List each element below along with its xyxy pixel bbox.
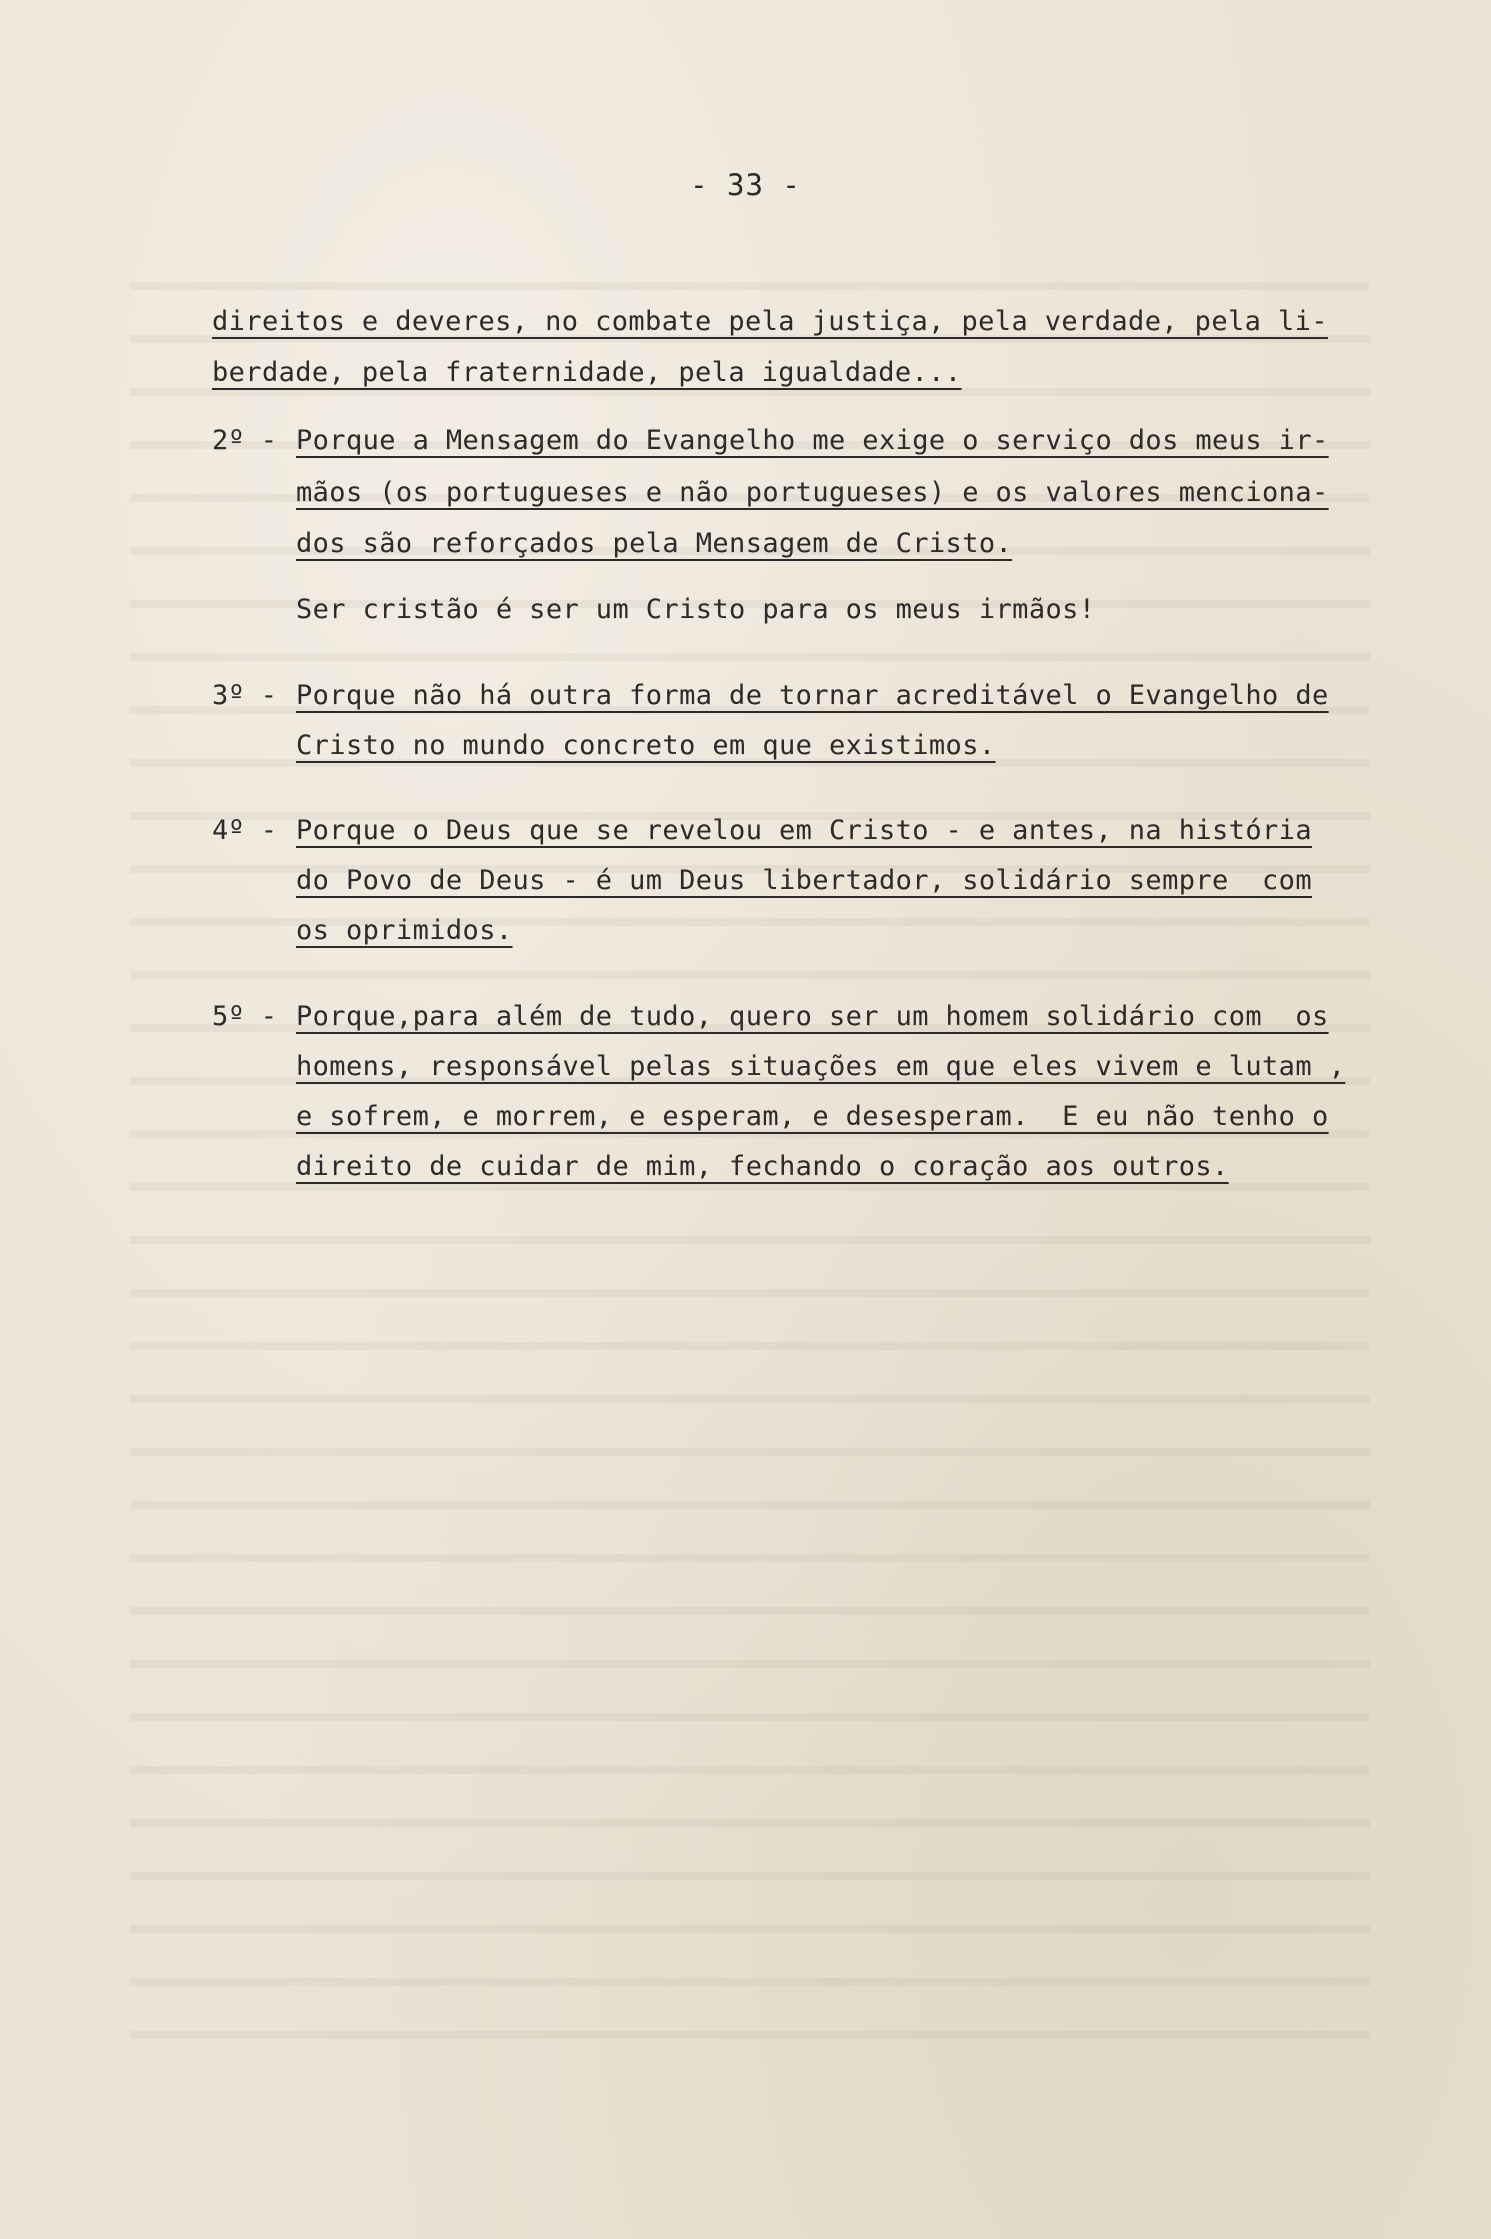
item-2-line-1: Porque a Mensagem do Evangelho me exige o serviço dos meus ir- xyxy=(296,425,1329,456)
item-3-line-2: Cristo no mundo concreto em que existimos. xyxy=(296,730,996,761)
page-number: - 33 - xyxy=(690,168,801,202)
item-4-number: 4º - xyxy=(212,815,278,846)
item-2-number: 2º - xyxy=(212,425,278,456)
item-5-line-1: Porque,para além de tudo, quero ser um homem solidário com os xyxy=(296,1001,1329,1032)
item-2-line-2: mãos (os portugueses e não portugueses) e os valores menciona- xyxy=(296,477,1329,508)
item-5-line-3: e sofrem, e morrem, e esperam, e desesperam. E eu não tenho o xyxy=(296,1101,1329,1132)
item-3-line-1: Porque não há outra forma de tornar acreditável o Evangelho de xyxy=(296,680,1329,711)
item-5-line-2: homens, responsável pelas situações em que eles vivem e lutam , xyxy=(296,1051,1346,1082)
item-4-line-3: os oprimidos. xyxy=(296,915,513,946)
intro-line-1: direitos e deveres, no combate pela justiça, pela verdade, pela li- xyxy=(212,306,1328,337)
item-2-line-3: dos são reforçados pela Mensagem de Cristo. xyxy=(296,528,1013,559)
item-4-line-2: do Povo de Deus - é um Deus libertador, solidário sempre com xyxy=(296,865,1312,896)
item-5-number: 5º - xyxy=(212,1001,278,1032)
item-5-line-4: direito de cuidar de mim, fechando o coração aos outros. xyxy=(296,1151,1229,1182)
statement-line: Ser cristão é ser um Cristo para os meus irmãos! xyxy=(296,594,1096,625)
intro-line-2: berdade, pela fraternidade, pela igualdade... xyxy=(212,357,962,388)
item-4-line-1: Porque o Deus que se revelou em Cristo - e antes, na história xyxy=(296,815,1312,846)
item-3-number: 3º - xyxy=(212,680,278,711)
